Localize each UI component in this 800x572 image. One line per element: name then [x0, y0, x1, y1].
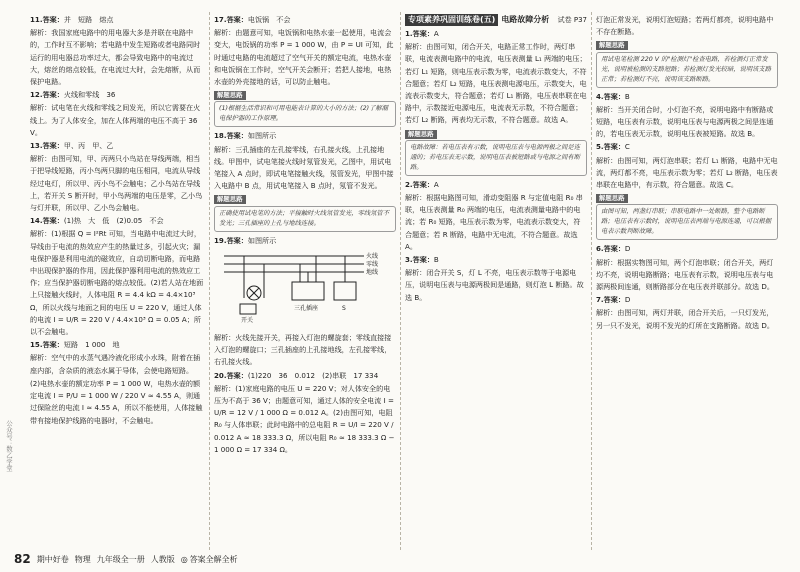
- footer-edition: 人教版: [150, 554, 175, 564]
- question-number: 18.: [214, 131, 227, 141]
- question-number: 19.: [214, 235, 227, 245]
- tip-label: 解题思路: [596, 41, 628, 50]
- explanation-text: 解析：(1)家庭电路的电压 U = 220 V；对人体安全的电压为不高于 36 V；由题意可知，通过人体的安全电流 I = U/R = 12 V / 1 000 Ω = 0.012 A。(2)由图可知，电阻 R₀ 与人体串联；此时电路中的总电阻 R = U/I = 220 V / 0.012 A ≈ 18 333.3 Ω，所以电阻 R₀ ≈ 18 333.3 Ω − 1 000 Ω = 17 334 Ω。: [214, 383, 395, 454]
- footer-brand: 期中好卷: [36, 554, 69, 564]
- answer-label: 答案：: [603, 244, 625, 254]
- question-number: 20.: [214, 370, 227, 380]
- answer-label: 答案：: [42, 15, 64, 24]
- explanation-text: 解析：由图可知，闭合开关，电路正常工作时，两灯串联，电流表测电路中的电流，电压表测量 L₁ 两端的电压；若灯 L₁ 短路，则电压表示数为零，电流表示数变大，不符合题意；若灯 L₂ 短路，电压表测电源电压，示数变大，电流表示数变大，符合题意；若灯 L₁ 断路，电压表串联在电路中，示数接近电源电压，电流表无示数，不符合题意；若灯 L₂ 断路，两表均无示数，不符合题意。故选 A。: [405, 42, 587, 125]
- footer-grade: 九年级全一册: [96, 554, 145, 564]
- answer-line: [30, 89, 205, 101]
- explanation-text: 解析：由图可知，甲、丙两只小鸟站在导线两端，相当于把导线短路，丙小鸟两只脚的电压相同，电流从导线经过电灯，所以甲、丙小鸟不会触电；乙小鸟站在导线上，若开关 S 断开时，甲小鸟两端的电压是零，乙小鸟与灯并联，所以甲、乙小鸟会触电。: [30, 154, 203, 213]
- explanation-text: 解析：(1)根据 Q = I²Rt 可知，当电路中电流过大时，导线由于电流的热效应产生的热量过多，引起火灾；漏电保护器是利用电流的磁效应，自动切断电路，而电路中出现保护器的作用，因此保护器利用电流的热效应工作；应当保护器切断电路的熔点较低。(2)若人站在地面上只接触火线时，人体电阻 R = 4.4 kΩ = 4.4×10³ Ω，所以火线与地面之间的电压 U = 220 V，通过人体的电流 I = U/R = 220 V / 4.4×10³ Ω = 0.05 A；所以不会触电。: [30, 229, 204, 337]
- explanation-text: 解析：火线先接开关，再接入灯泡的螺旋套；零线直接接入灯泡的螺旋口；三孔插座的上孔接地线，左孔接零线，右孔接火线。: [214, 333, 392, 367]
- explanation-text: 解析：根据电路图可知，滑动变阻器 R 与定值电阻 R₀ 串联，电压表测量 R₀ 两端的电压，电流表测量电路中的电流；若 R₀ 短路，电压表示数为零，电流表示数变大，符合题意；若 R 断路，电路中无电流，不符合题意。故选 A。: [405, 193, 583, 251]
- page-number: 82: [14, 552, 31, 566]
- question-number: 6.: [596, 244, 604, 254]
- answer-label: 答案：: [42, 141, 64, 151]
- tip-box: (1)根据生活常识和可用电能表计算的大小的方法；(2)了解漏电保护器的工作原理。: [214, 101, 396, 127]
- answer-label: 答案：: [412, 29, 434, 38]
- answer-label: 答案：: [226, 235, 248, 245]
- section-page-ref: 试卷 P37: [557, 16, 587, 24]
- side-note: 公众号：数乙学堂: [5, 420, 13, 472]
- answer-value: A: [433, 29, 439, 38]
- question-number: 15.: [30, 340, 43, 350]
- tip-label: 解题思路: [214, 195, 246, 204]
- footer-subject: 物理: [74, 554, 91, 564]
- answer-line: [405, 179, 587, 191]
- column-4: [596, 14, 778, 333]
- answer-value: 火线和零线 36: [63, 90, 116, 100]
- explanation-text: 解析：三孔插座的左孔接零线，右孔接火线，上孔接地线。甲图中，试电笔接火线时氖管发光，乙图中，用试电笔接入 A 点时，即试电笔接触火线，氖管发光，甲图中接入电路中 B 点，用试电笔接入 B 点时，氖管不发光。: [214, 144, 394, 191]
- answer-label: 答案：: [603, 142, 625, 152]
- section-badge: 专项素养巩固训练卷(五): [405, 14, 498, 26]
- tip-label: 解题思路: [596, 194, 628, 203]
- column-divider: [400, 12, 401, 550]
- answer-value: 甲、丙 甲、乙: [63, 141, 114, 151]
- answer-label: 答案：: [226, 131, 248, 141]
- answer-line: [30, 339, 205, 351]
- explanation-text: 解析：根据实物图可知，两个灯泡串联；闭合开关，两灯均不亮，说明电路断路；电压表有示数，说明电压表与电源两极间连通，则断路部分在电压表并联部分。故选 D。: [596, 257, 774, 292]
- question-number: 12.: [30, 90, 43, 100]
- explanation-text: 解析：试电笔在火线和零线之间发光，所以它需要在火线上。为了人体安全，加在人体两端的电压不高于 36 V。: [30, 103, 201, 137]
- answer-value: D: [624, 295, 631, 305]
- answer-value: 电饭锅 不会: [247, 15, 291, 24]
- question-number: 11.: [30, 15, 43, 24]
- answer-line: [405, 28, 587, 40]
- answer-line: [30, 140, 205, 152]
- question-number: 14.: [30, 216, 43, 226]
- answer-label: 答案：: [42, 90, 64, 100]
- neutral-wire-label: 零线: [366, 260, 379, 268]
- tip-label: 解题思路: [214, 91, 246, 100]
- answer-value: B: [624, 91, 630, 101]
- column-3-content: [405, 28, 587, 304]
- answer-line: [596, 91, 778, 103]
- explanation-text: 解析：当开关闭合时，小灯泡不亮，说明电路中有断路或短路，电压表有示数，说明电压表与电源两极之间是连通的，若电压表无示数，说明电压表被短路。故选 B。: [596, 104, 774, 139]
- answer-value: C: [624, 142, 630, 152]
- column-3: [405, 14, 587, 305]
- answer-line: [405, 254, 587, 266]
- answer-label: 答案：: [226, 370, 248, 380]
- answer-value: 并 短路 熔点: [63, 15, 114, 24]
- question-number: 5.: [596, 142, 604, 152]
- explanation-text: 解析：由图可知，两灯泡串联；若灯 L₁ 断路，电路中无电流，两灯都不亮，电压表示数为零；若灯 L₂ 断路，电压表串联在电路中，有示数，符合题意。故选 C。: [596, 155, 778, 190]
- explanation-text: 解析：由图可知，两灯并联，闭合开关后，一只灯发光，另一只不发光，说明不发光的灯所在支路断路。故选 D。: [596, 308, 774, 330]
- answer-line: [596, 243, 778, 255]
- answer-label: 答案：: [42, 340, 64, 350]
- answer-line: [214, 235, 396, 247]
- column-divider: [591, 12, 592, 550]
- answer-label: 答案：: [42, 216, 64, 226]
- tip-box: 由图可知，两盏灯串联；串联电路中一处断路，整个电路断路；电压表有示数时，说明电压表两端与电源连通，可以根据电表示数判断故障。: [596, 204, 778, 240]
- explanation-text: 灯泡正常发光，说明灯泡短路；若两灯都亮，说明电路中不存在断路。: [596, 15, 774, 37]
- column-2: [214, 14, 396, 457]
- explanation-text: (2)电热水壶的额定功率 P = 1 000 W，电热水壶的额定电流 I = P/U = 1 000 W / 220 V ≈ 4.55 A，则通过保险丝的电流 I ≈ 4.55 A，所以不能使用，人体接触带有接地保护线路的电器时，不会触电。: [30, 378, 203, 425]
- answer-line: [30, 14, 205, 26]
- answer-value: A: [433, 179, 439, 189]
- answer-value: D: [624, 244, 631, 254]
- switch-s-label: S: [342, 304, 346, 312]
- section-title: [405, 14, 587, 26]
- answer-label: 答案：: [226, 15, 248, 24]
- page-footer: [14, 552, 244, 566]
- tip-box: 用试电笔检测 220 V 的"检测灯"检查电路，若检测灯正常发光，说明被检测的支路短路；若检测灯发光较暗，说明该支路正常；若检测灯不亮，说明该支路断路。: [596, 52, 778, 88]
- answer-value: B: [433, 255, 439, 265]
- answer-label: 答案：: [603, 91, 625, 101]
- question-number: 7.: [596, 295, 604, 305]
- question-number: 1.: [405, 29, 413, 38]
- live-wire-label: 火线: [366, 252, 379, 260]
- answer-line: [214, 130, 396, 142]
- tip-box: 电路故障：若电压表有示数，说明电压表与电源两极之间是连通的；若电压表无示数，说明电压表被短路或与电源之间有断路。: [405, 140, 587, 176]
- circuit-diagram: [214, 248, 392, 328]
- switch-label: 开关: [241, 316, 254, 324]
- answer-line: [214, 14, 396, 26]
- tip-label: 解题思路: [405, 130, 437, 139]
- tip-box: 正确使用试电笔的方法；平接触时火线氖管发光，零线氖管不发光；三孔插座的上孔与地线连接。: [214, 206, 396, 232]
- answer-value: (1)热 大 低 (2)0.05 不会: [63, 216, 164, 226]
- explanation-text: 解析：闭合开关 S，灯 L 不亮，电压表示数等于电源电压，说明电压表与电源两极间是通路，则灯泡 L 断路。故选 B。: [405, 268, 584, 302]
- answer-line: [596, 141, 778, 153]
- column-divider: [209, 12, 210, 550]
- answer-line: [214, 370, 396, 382]
- question-number: 17.: [214, 15, 227, 24]
- question-number: 2.: [405, 179, 413, 189]
- question-number: 13.: [30, 141, 43, 151]
- answer-line: [30, 215, 205, 227]
- explanation-text: 解析：由题意可知，电饭锅和电热水壶一起使用，电流会变大，电饭锅的功率 P = 1 000 W，由 P = UI 可知，此时通过电路的电流超过了空气开关的额定电流，电热水壶和电饭锅在工作时，空气开关会断开；若把人接地，电热水壶的外壳接地的话，可以防止触电。: [214, 28, 394, 87]
- answer-label: 答案：: [412, 255, 434, 265]
- answer-value: (1)220 36 0.012 (2)串联 17 334: [247, 370, 379, 380]
- ground-wire-label: 地线: [366, 268, 379, 276]
- answer-icon: ◎: [180, 554, 188, 564]
- answer-label: 答案：: [412, 179, 434, 189]
- footer-answers: 答案全解全析: [189, 554, 238, 564]
- explanation-text: 解析：空气中的水蒸气遇冷液化形成小水珠，附着在插座内部，含杂质的液态水属于导体，会使电路短路。: [30, 353, 201, 375]
- answer-label: 答案：: [603, 295, 625, 305]
- question-number: 4.: [596, 91, 604, 101]
- answer-value: 如图所示: [247, 235, 277, 245]
- answer-line: [596, 294, 778, 306]
- column-1: [30, 14, 205, 428]
- answer-value: 短路 1 000 地: [63, 340, 120, 350]
- explanation-text: 解析：我国家庭电路中的用电器大多是并联在电路中的，工作时互不影响；若电路中发生短路或者电路同时运行的用电器总功率过大，都会导致电路中的电流过大，熔丝的熔点较低，在电流过大时，会先熔断，从而保护电路。: [30, 28, 201, 87]
- question-number: 3.: [405, 255, 413, 265]
- socket-label: 三孔插座: [294, 304, 319, 312]
- section-heading: 电路故障分析: [501, 15, 550, 24]
- answer-value: 如图所示: [247, 131, 277, 141]
